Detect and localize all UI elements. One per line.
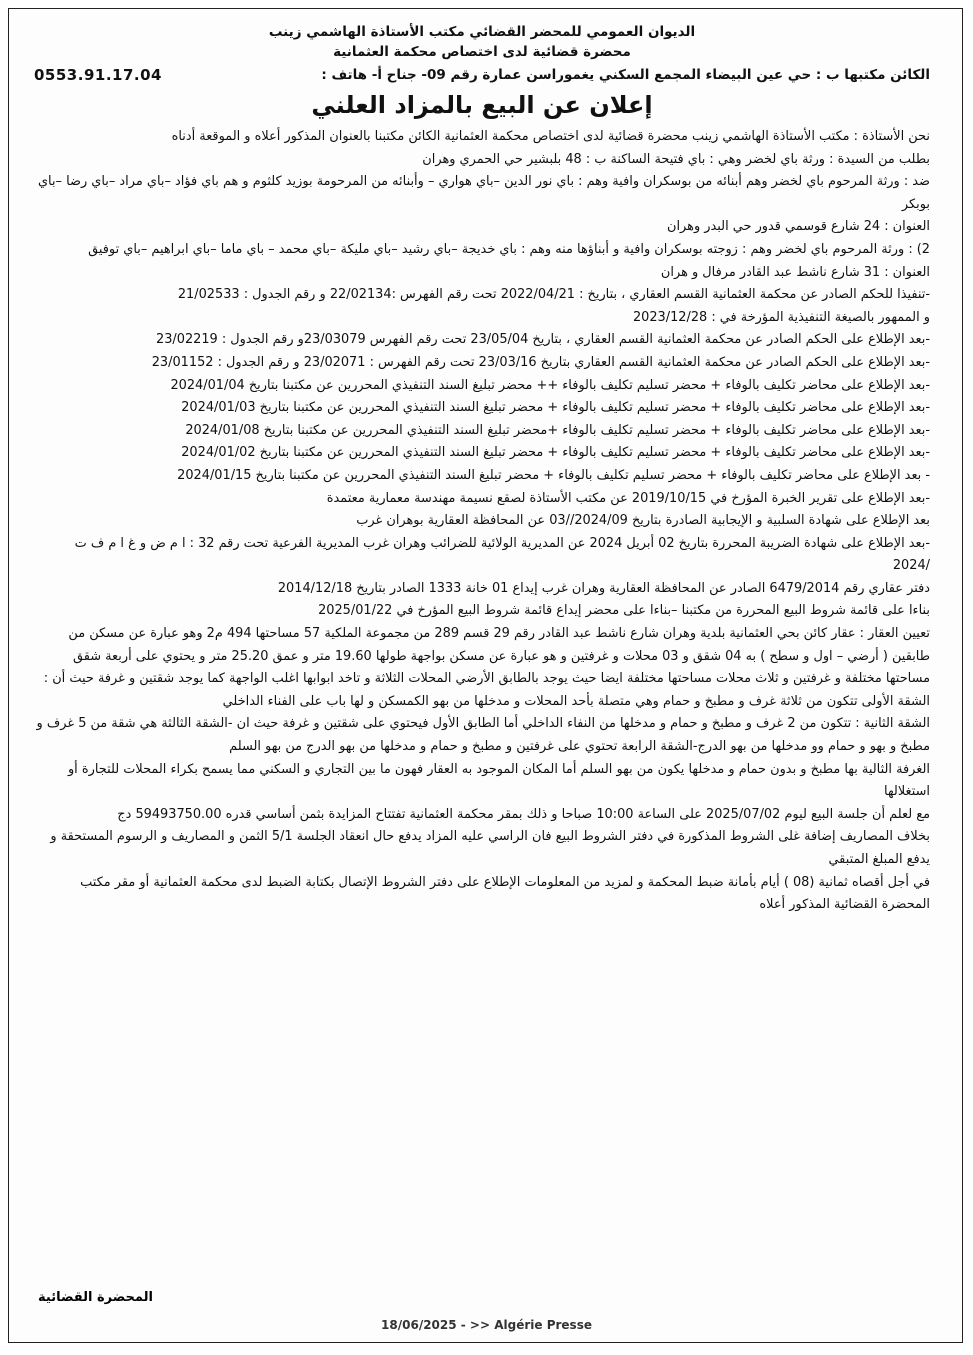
office-address: الكائن مكتبها ب : حي عين البيضاء المجمع السكني يغموراسن عمارة رقم 09- جناح أ- هاتف :	[321, 67, 930, 83]
paragraph-defendants-2: 2) : ورثة المرحوم باي لخضر وهم : زوجته بوسكران وافية و أبناؤها منه وهم : باي خديجة –باي رشيد –باي مليكة –باي محمد – باي ماما –باي ابراهيم –باي توفيق	[88, 241, 930, 257]
page-title: إعلان عن البيع بالمزاد العلني	[311, 91, 653, 119]
paragraph-address-2: العنوان : 31 شارع ناشط عبد القادر مرفال و هران	[660, 264, 930, 280]
paragraph-intro: نحن الأستاذة : مكتب الأستاذة الهاشمي زينب محضرة قضائية لدى اختصاص محكمة العثمانية الكائن مكتبنا بالعنوان المذكور أعلاه و الموقعة أدناه	[171, 129, 930, 144]
paragraph-room: الغرفة الثالية بها مطبخ و بدون حمام و مدخلها يكون من بهو السلم أما المكان الموجود به العقار فهون ما بين التجاري و السكني مما يسمح بكراء المحلات للتجارة أو استغلالها	[67, 761, 930, 800]
paragraph-land-register: دفتر عقاري رقم 6479/2014 الصادر عن المحافظة العقارية وهران غرب إيداع 01 خانة 1333 الصادر بتاريخ 2014/12/18	[277, 580, 930, 596]
paragraph-judgment: -تنفيذا للحكم الصادر عن محكمة العثمانية القسم العقاري ، بتاريخ : 2022/04/21 تحت رقم الفهرس :22/02134 و رقم الجدول : 21/02533	[177, 287, 930, 303]
paragraph-notice-5: - بعد الإطلاع على محاضر تكليف بالوفاء + محضر تسليم تكليف بالوفاء + محضر تبليغ السند التنفيذي المحررين عن مكتبنا بتاريخ 2024/01/15	[177, 467, 930, 483]
office-address-line	[34, 64, 930, 86]
paragraph-requester: بطلب من السيدة : ورثة باي لخضر وهي : باي فتيحة الساكنة ب : 48 بلبشير حي الحمري وهران	[422, 151, 930, 167]
signature-label: المحضرة القضائية	[38, 1290, 153, 1305]
office-subtitle: محضرة قضائية لدى اختصاص محكمة العثمانية	[333, 44, 631, 60]
office-title: الديوان العمومي للمحضر القضائي مكتب الأستاذة الهاشمي زينب	[268, 24, 696, 40]
paragraph-apartments: الشقة الثانية : تتكون من 2 غرف و مطبخ و حمام و مدخلها من النفاء الداخلي أما الطابق الأول فيحتوي على شقتين و غرفة حيث ان -الشقة الثالثة هي شقة من 5 غرف و مطبخ و بهو و حمام وو مدخلها من بهو الدرج-الشقة الرابعة تحتوي على غرفتين و مطبخ و حمام و مدخلها من بهو الدرج من بهو السلم	[36, 716, 930, 755]
paragraph-certificate: بعد الإطلاع على شهادة السلبية و الإيجابية الصادرة بتاريخ 2024/09//03 عن المحافظة العقارية بوهران غرب	[356, 513, 930, 529]
paragraph-expert-report: -بعد الإطلاع على تقرير الخبرة المؤرخ في 2019/10/15 عن مكتب الأستاذة لصقع نسيمة مهندسة معمارية معتمدة	[326, 490, 930, 506]
publication-footer: 18/06/2025 - >> Algérie Presse	[381, 1318, 592, 1332]
paragraph-sale-conditions: بناءا على قائمة شروط البيع المحررة من مكتبنا –بناءا على محضر إيداع قائمة شروط البيع المؤرخ في 2025/01/22	[318, 603, 930, 619]
paragraph-deadline: في أجل أقصاه ثمانية (08 ) أيام بأمانة ضبط المحكمة و لمزيد من المعلومات الإطلاع على دفتر الشروط الإتصال بكتابة الضبط لدى محكمة العثمانية أو مقر مكتب المحضرة القضائية المذكور أعلاه	[80, 874, 930, 913]
office-phone: 0553.91.17.04	[34, 66, 162, 84]
paragraph-notice-4: -بعد الإطلاع على محاضر تكليف بالوفاء + محضر تسليم تكليف بالوفاء + محضر تبليغ السند التنفيذي المحررين عن مكتبنا بتاريخ 2024/01/02	[181, 445, 930, 461]
paragraph-property-description: تعيين العقار : عقار كائن بحي العثمانية بلدية وهران شارع ناشط عبد القادر رقم 29 قسم 289 من مجموعة الملكية 57 مساحتها 494 م2 وهو عبارة عن مسكن من طابقين ( أرضي – اول و سطح ) به 04 شقق و 03 محلات و غرفتين و هو عبارة عن مسكن بواجهة طولها 19.60 متر و عمق 25.20 متر و يحتوي على أربعة شقق مساحتها مختلفة و غرفتين و ثلاث محلات مساحتها مختلفة ايضا حيث يوجد بالطابق الأرضي المحلات الثلاثة و تاخد ابوابها اغلب الواجهة كما يوجد شقتين و غرفة حيث أن : الشقة الأولى تتكون من ثلاثة غرف و مطبخ و حمام وهي متصلة بأحد المحلات و مدخلها من بهو الكمسكن و لها باب على الفناء الداخلي	[43, 626, 930, 709]
announcement-document	[34, 22, 930, 917]
paragraph-notice-3: -بعد الإطلاع على محاضر تكليف بالوفاء + محضر تسليم تكليف بالوفاء +محضر تبليغ السند التنفيذي المحررين عن مكتبنا بتاريخ 2024/01/08	[185, 422, 930, 438]
paragraph-fees: بخلاف المصاريف إضافة غلى الشروط المذكورة في دفتر الشروط البيع فان الراسي عليه المزاد يدفع حال انعقاد الجلسة 5/1 الثمن و المصاريف و الرسوم المستحقة و يدفع المبلغ المتبقي	[50, 829, 930, 867]
paragraph-auction-date: مع لعلم أن جلسة البيع ليوم 2025/07/02 على الساعة 10:00 صباحا و ذلك بمقر محكمة العثمانية تفتتاح المزايدة بثمن أساسي قدره 59493750.00 دج	[117, 806, 930, 822]
paragraph-judgment-2: -بعد الإطلاع على الحكم الصادر عن محكمة العثمانية القسم العقاري ، بتاريخ 23/05/04 تحت رقم الفهرس 23/03079و رقم الجدول : 23/02219	[156, 332, 930, 348]
paragraph-notice-1: -بعد الإطلاع على محاضر تكليف بالوفاء + محضر تسليم تكليف بالوفاء ++ محضر تبليغ السند التنفيذي المحررين عن مكتبنا بتاريخ 2024/01/04	[170, 377, 930, 393]
paragraph-enforcement-formula: و الممهور بالصيغة التنفيذية المؤرخة في : 2023/12/28	[632, 309, 930, 325]
paragraph-address-1: العنوان : 24 شارع قوسمي قدور حي البدر وهران	[667, 219, 930, 235]
paragraph-notice-2: -بعد الإطلاع على محاضر تكليف بالوفاء + محضر تسليم تكليف بالوفاء + محضر تبليغ السند التنفيذي المحررين عن مكتبنا بتاريخ 2024/01/03	[181, 400, 930, 416]
paragraph-judgment-3: -بعد الإطلاع على الحكم الصادر عن محكمة العثمانية القسم العقاري بتاريخ 23/03/16 تحت رقم الفهرس : 23/02071 و رقم الجدول : 23/01152	[151, 354, 930, 370]
paragraph-defendants-1: ضد : ورثة المرحوم باي لخضر وهم أبنائه من بوسكران وافية وهم : باي نور الدين –باي هواري – وأبنائه من المرحومة بوزيد كلثوم و هم باي فؤاد –باي مراد –باي رضا –باي بوبكر	[37, 174, 930, 212]
paragraph-tax-certificate: -بعد الإطلاع على شهادة الضريبة المحررة بتاريخ 02 أبريل 2024 عن المديرية الولائية للضرائب وهران غرب المديرية الفرعية تحت رقم 32 : ا م ض و غ ا م ف ت /2024	[74, 535, 930, 574]
